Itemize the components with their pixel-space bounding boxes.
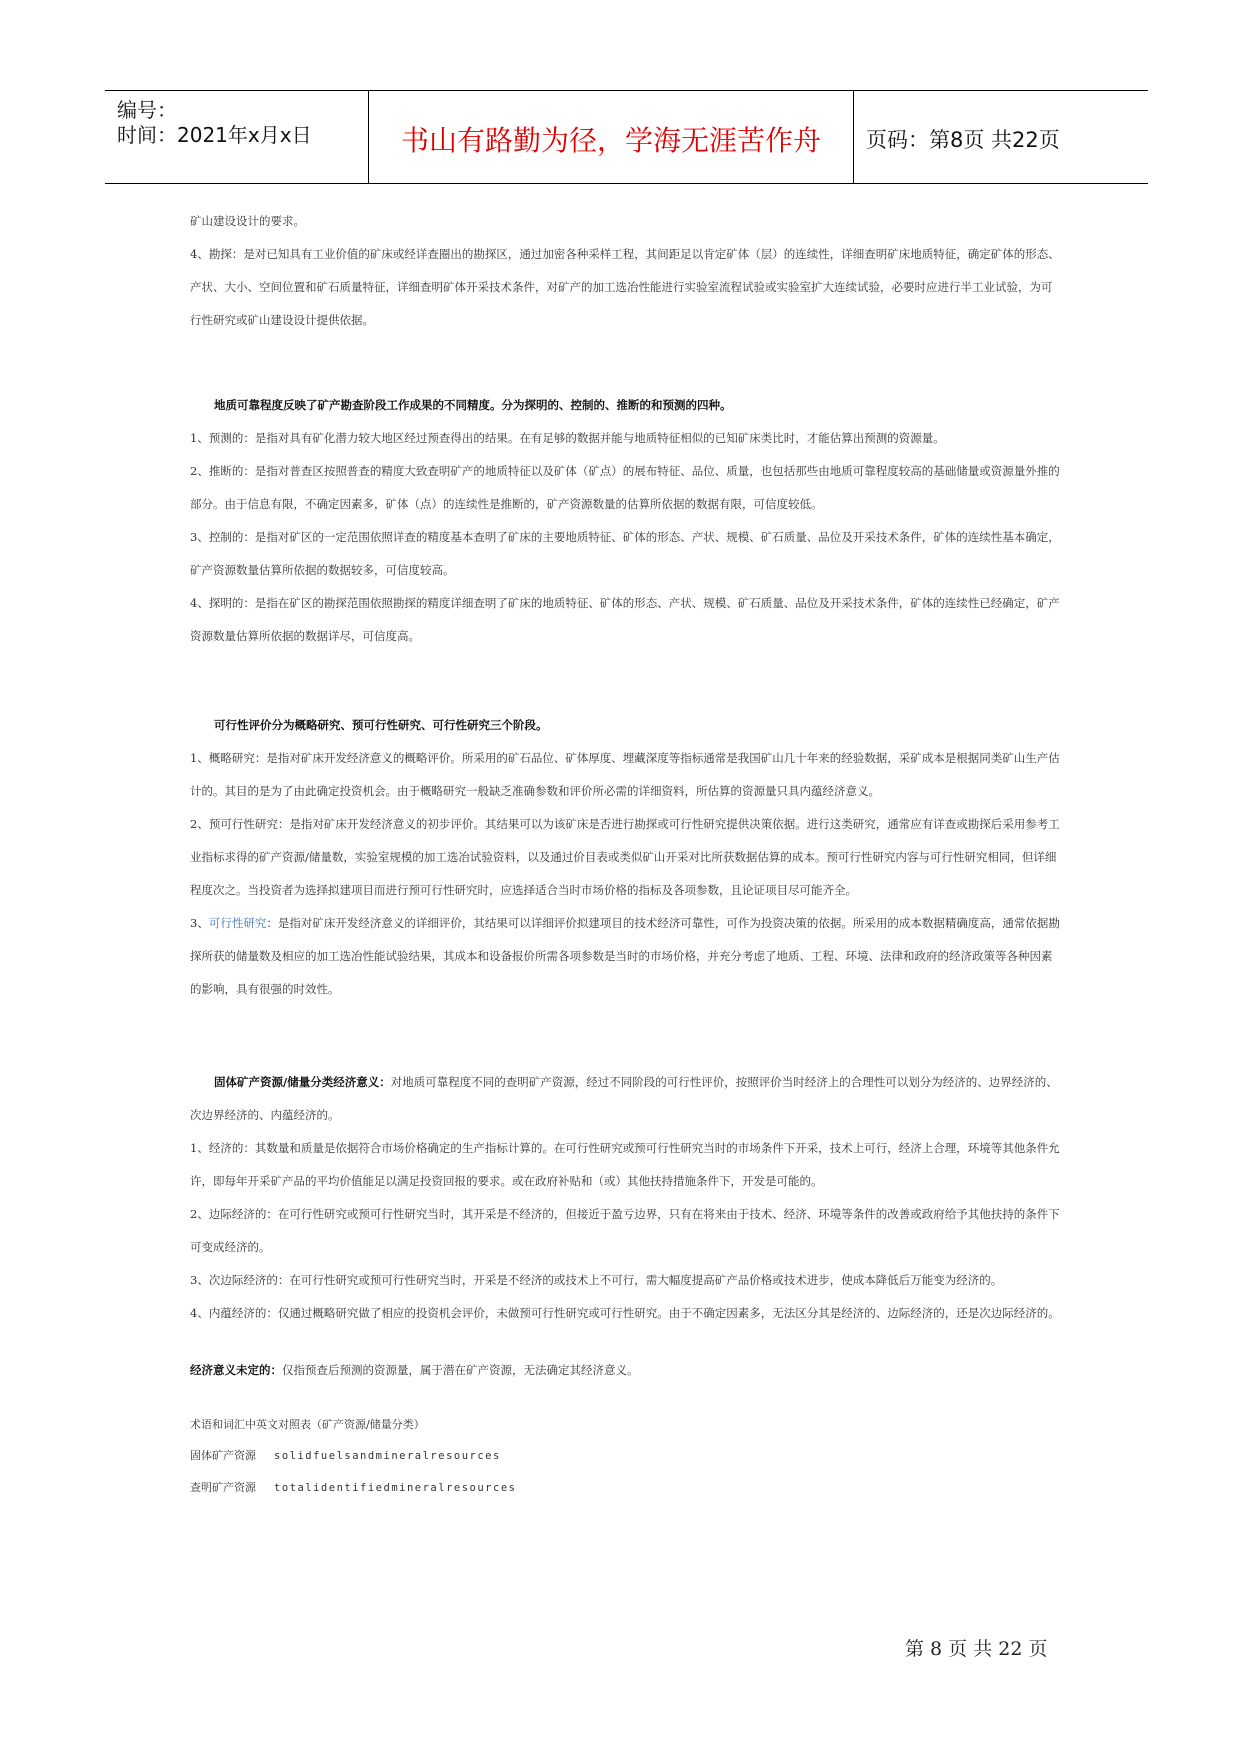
paragraph: 3、次边际经济的：在可行性研究或预可行性研究当时，开采是不经济的或技术上不可行，需大幅度提高矿产品价格或技术进步，使成本降低后万能变为经济的。 (190, 1273, 1003, 1287)
section-heading: 可行性评价分为概略研究、预可行性研究、可行性研究三个阶段。 (214, 718, 548, 732)
motto: 书山有路勤为径，学海无涯苦作舟 (400, 124, 821, 157)
page-info: 页码：第8页 共22页 (866, 128, 1060, 152)
terms-title: 术语和词汇中英文对照表（矿产资源/储量分类） (190, 1418, 425, 1431)
header-right-cell (854, 91, 1148, 183)
paragraph: 2、推断的：是指对普查区按照普查的精度大致查明矿产的地质特征以及矿体（矿点）的展布特征、品位、质量，也包括那些由地质可靠程度较高的基础储量或资源量外推的部分。由于信息有限，不确定因素多，矿体（点）的连续性是推断的，矿产资源数量的估算所依据的数据有限，可信度较低。 (190, 464, 1060, 511)
term-english: solidfuelsandmineralresources (274, 1450, 501, 1462)
number-label: 编号： (117, 98, 177, 122)
term-chinese: 查明矿产资源 (190, 1481, 256, 1494)
term-english: totalidentifiedmineralresources (274, 1482, 517, 1494)
section-paragraph (190, 1066, 1060, 1132)
term-row (190, 1440, 1060, 1472)
section-heading: 经济意义未定的： (190, 1363, 282, 1377)
term-chinese: 固体矿产资源 (190, 1449, 256, 1462)
paragraph: 4、内蕴经济的：仅通过概略研究做了相应的投资机会评价，未做预可行性研究或可行性研究。由于不确定因素多，无法区分其是经济的、边际经济的，还是次边际经济的。 (190, 1306, 1060, 1320)
paragraph: 2、预可行性研究：是指对矿床开发经济意义的初步评价。其结果可以为该矿床是否进行勘探或可行性研究提供决策依据。进行这类研究，通常应有详查或勘探后采用参考工业指标求得的矿产资源/储量数，实验室规模的加工选冶试验资料，以及通过价目表或类似矿山开采对比所获数据估算的成本。预可行性研究内容与可行性研究相同，但详细程度次之。当投资者为选择拟建项目而进行预可行性研究时，应选择适合当时市场价格的指标及各项参数，且论证项目尽可能齐全。 (190, 817, 1060, 897)
section-text: 仅指预查后预测的资源量，属于潜在矿产资源，无法确定其经济意义。 (282, 1363, 639, 1377)
paragraph-text: ：是指对矿床开发经济意义的详细评价，其结果可以详细评价拟建项目的技术经济可靠性，可作为投资决策的依据。所采用的成本数据精确度高，通常依据勘探所获的储量数及相应的加工选冶性能试验结果，其成本和设备报价所需各项参数是当时的市场价格，并充分考虑了地质、工程、环境、法律和政府的经济政策等各种因素的影响，具有很强的时效性。 (190, 916, 1060, 996)
feasibility-study-link[interactable]: 可行性研究 (208, 916, 267, 930)
paragraph: 1、预测的：是指对具有矿化潜力较大地区经过预查得出的结果。在有足够的数据并能与地质特征相似的已知矿床类比时，才能估算出预测的资源量。 (190, 431, 945, 445)
paragraph: 4、勘探：是对已知具有工业价值的矿床或经详查圈出的勘探区，通过加密各种采样工程，其间距足以肯定矿体（层）的连续性，详细查明矿床地质特征，确定矿体的形态、产状、大小、空间位置和矿石质量特征，详细查明矿体开采技术条件，对矿产的加工选冶性能进行实验室流程试验或实验室扩大连续试验，必要时应进行半工业试验，为可行性研究或矿山建设设计提供依据。 (190, 247, 1060, 327)
section-heading: 固体矿产资源/储量分类经济意义： (214, 1075, 391, 1089)
paragraph: 1、概略研究：是指对矿床开发经济意义的概略评价。所采用的矿石品位、矿体厚度、埋藏深度等指标通常是我国矿山几十年来的经验数据，采矿成本是根据同类矿山生产估计的。其目的是为了由此确定投资机会。由于概略研究一般缺乏准确参数和评价所必需的详细资料，所估算的资源量只具内蕴经济意义。 (190, 751, 1060, 798)
section-paragraph (190, 1354, 1060, 1387)
time-label: 时间：2021年x月x日 (117, 123, 312, 147)
document-header (105, 90, 1148, 184)
paragraph: 3、控制的：是指对矿区的一定范围依照详查的精度基本查明了矿床的主要地质特征、矿体的形态、产状、规模、矿石质量、品位及开采技术条件，矿体的连续性基本确定，矿产资源数量估算所依据的数据较多，可信度较高。 (190, 530, 1060, 577)
header-center-cell (369, 91, 854, 183)
paragraph: 1、经济的：其数量和质量是依据符合市场价格确定的生产指标计算的。在可行性研究或预可行性研究当时的市场条件下开采，技术上可行，经济上合理，环境等其他条件允许，即每年开采矿产品的平均价值能足以满足投资回报的要求。或在政府补贴和（或）其他扶持措施条件下，开发是可能的。 (190, 1141, 1060, 1188)
item-number: 3、 (190, 916, 209, 930)
paragraph: 矿山建设设计的要求。 (190, 214, 305, 228)
paragraph (190, 907, 1060, 1006)
section-heading: 地质可靠程度反映了矿产勘查阶段工作成果的不同精度。分为探明的、控制的、推断的和预测的四种。 (214, 398, 732, 412)
term-row (190, 1472, 1060, 1504)
header-left-cell (105, 91, 369, 183)
page-footer: 第 8 页 共 22 页 (905, 1638, 1048, 1660)
paragraph: 4、探明的：是指在矿区的勘探范围依照勘探的精度详细查明了矿床的地质特征、矿体的形态、产状、规模、矿石质量、品位及开采技术条件，矿体的连续性已经确定，矿产资源数量估算所依据的数据详尽，可信度高。 (190, 596, 1060, 643)
document-body (190, 205, 1060, 1504)
section-intro: 对地质可靠程度不同的查明矿产资源，经过不同阶段的可行性评价，按照评价当时经济上的合理性可以划分为经济的、边界经济的、次边界经济的、内蕴经济的。 (190, 1075, 1058, 1122)
paragraph: 2、边际经济的：在可行性研究或预可行性研究当时，其开采是不经济的，但接近于盈亏边界，只有在将来由于技术、经济、环境等条件的改善或政府给予其他扶持的条件下可变成经济的。 (190, 1207, 1060, 1254)
